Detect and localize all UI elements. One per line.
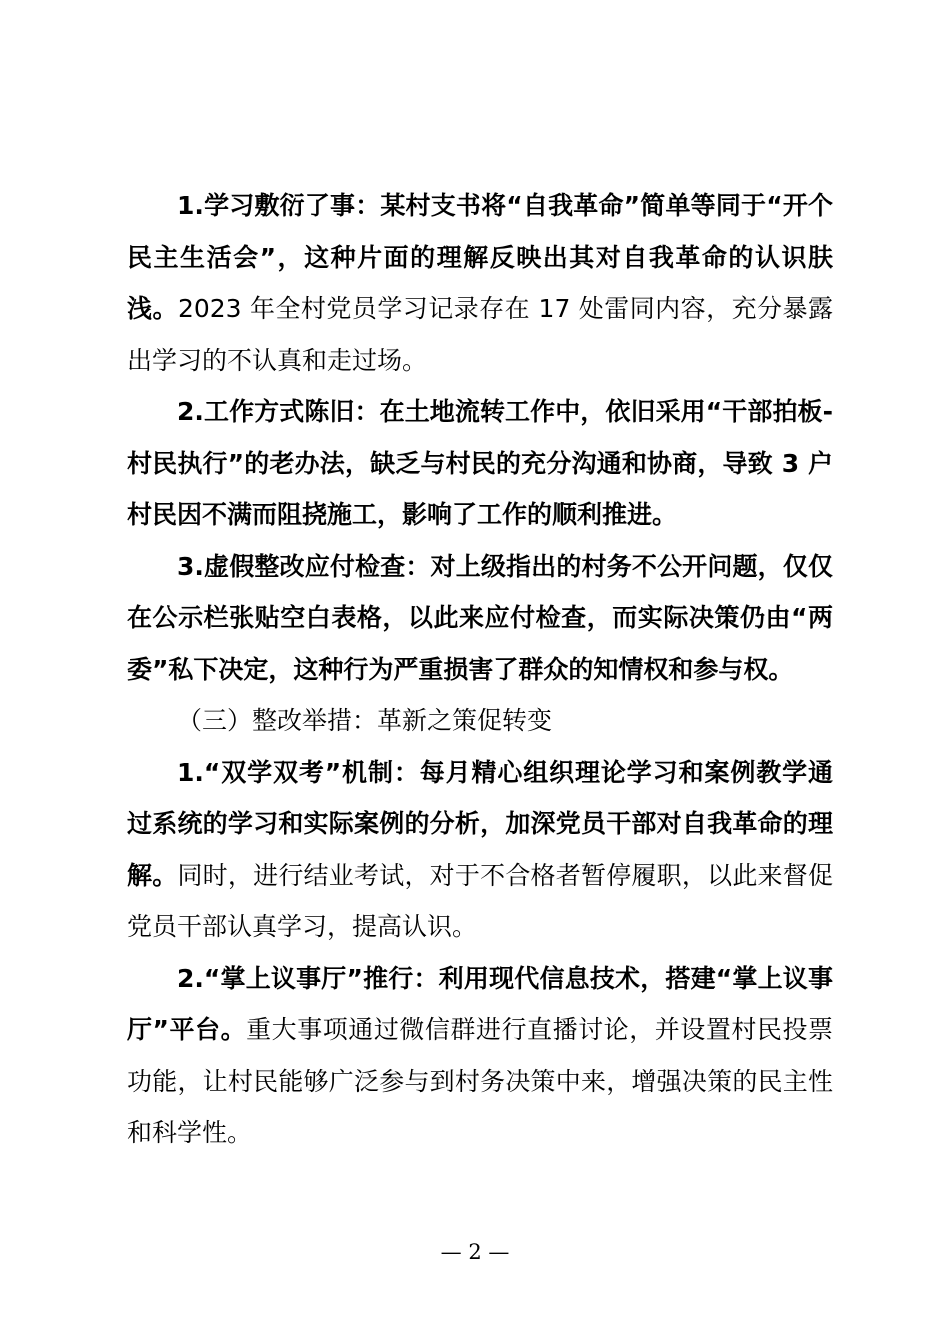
section-heading: [127, 695, 833, 747]
document-body: [127, 180, 833, 1159]
paragraph-4-bold: 1.“双学双考”机制：每月精心组织理论学习和案例教学通过系统的学习和实际案例的分析，加深党员干部对自我革命的理解。: [127, 757, 833, 890]
paragraph-1: [127, 180, 833, 386]
paragraph-2-bold: 2.工作方式陈旧：在土地流转工作中，依旧采用“干部拍板-村民执行”的老办法，缺乏与村民的充分沟通和协商，导致 3 户村民因不满而阻挠施工，影响了工作的顺利推进。: [127, 397, 833, 529]
paragraph-4: [127, 747, 833, 953]
paragraph-1-bold: 1.学习敷衍了事：某村支书将“自我革命”简单等同于“开个民主生活会”，这种片面的理解反映出其对自我革命的认识肤浅。: [127, 191, 833, 323]
paragraph-5-bold: 2.“掌上议事厅”推行：利用现代信息技术，搭建“掌上议事厅”平台。: [127, 963, 833, 1044]
page-number: — 2 —: [440, 1240, 510, 1264]
paragraph-1-text: 2023 年全村党员学习记录存在 17 处雷同内容，充分暴露出学习的不认真和走过场。: [127, 294, 833, 375]
paragraph-5-text: 重大事项通过微信群进行直播讨论，并设置村民投票功能，让村民能够广泛参与到村务决策中来，增强决策的民主性和科学性。: [127, 1015, 833, 1147]
paragraph-3-bold: 3.虚假整改应付检查：对上级指出的村务不公开问题，仅仅在公示栏张贴空白表格，以此来应付检查，而实际决策仍由“两委”私下决定，这种行为严重损害了群众的知情权和参与权。: [127, 551, 833, 684]
paragraph-5: [127, 953, 833, 1159]
paragraph-2: [127, 386, 833, 541]
paragraph-4-text: 同时，进行结业考试，对于不合格者暂停履职，以此来督促党员干部认真学习，提高认识。: [127, 860, 833, 941]
paragraph-3: [127, 541, 833, 696]
section-heading-text: （三）整改举措：革新之策促转变: [177, 706, 553, 735]
